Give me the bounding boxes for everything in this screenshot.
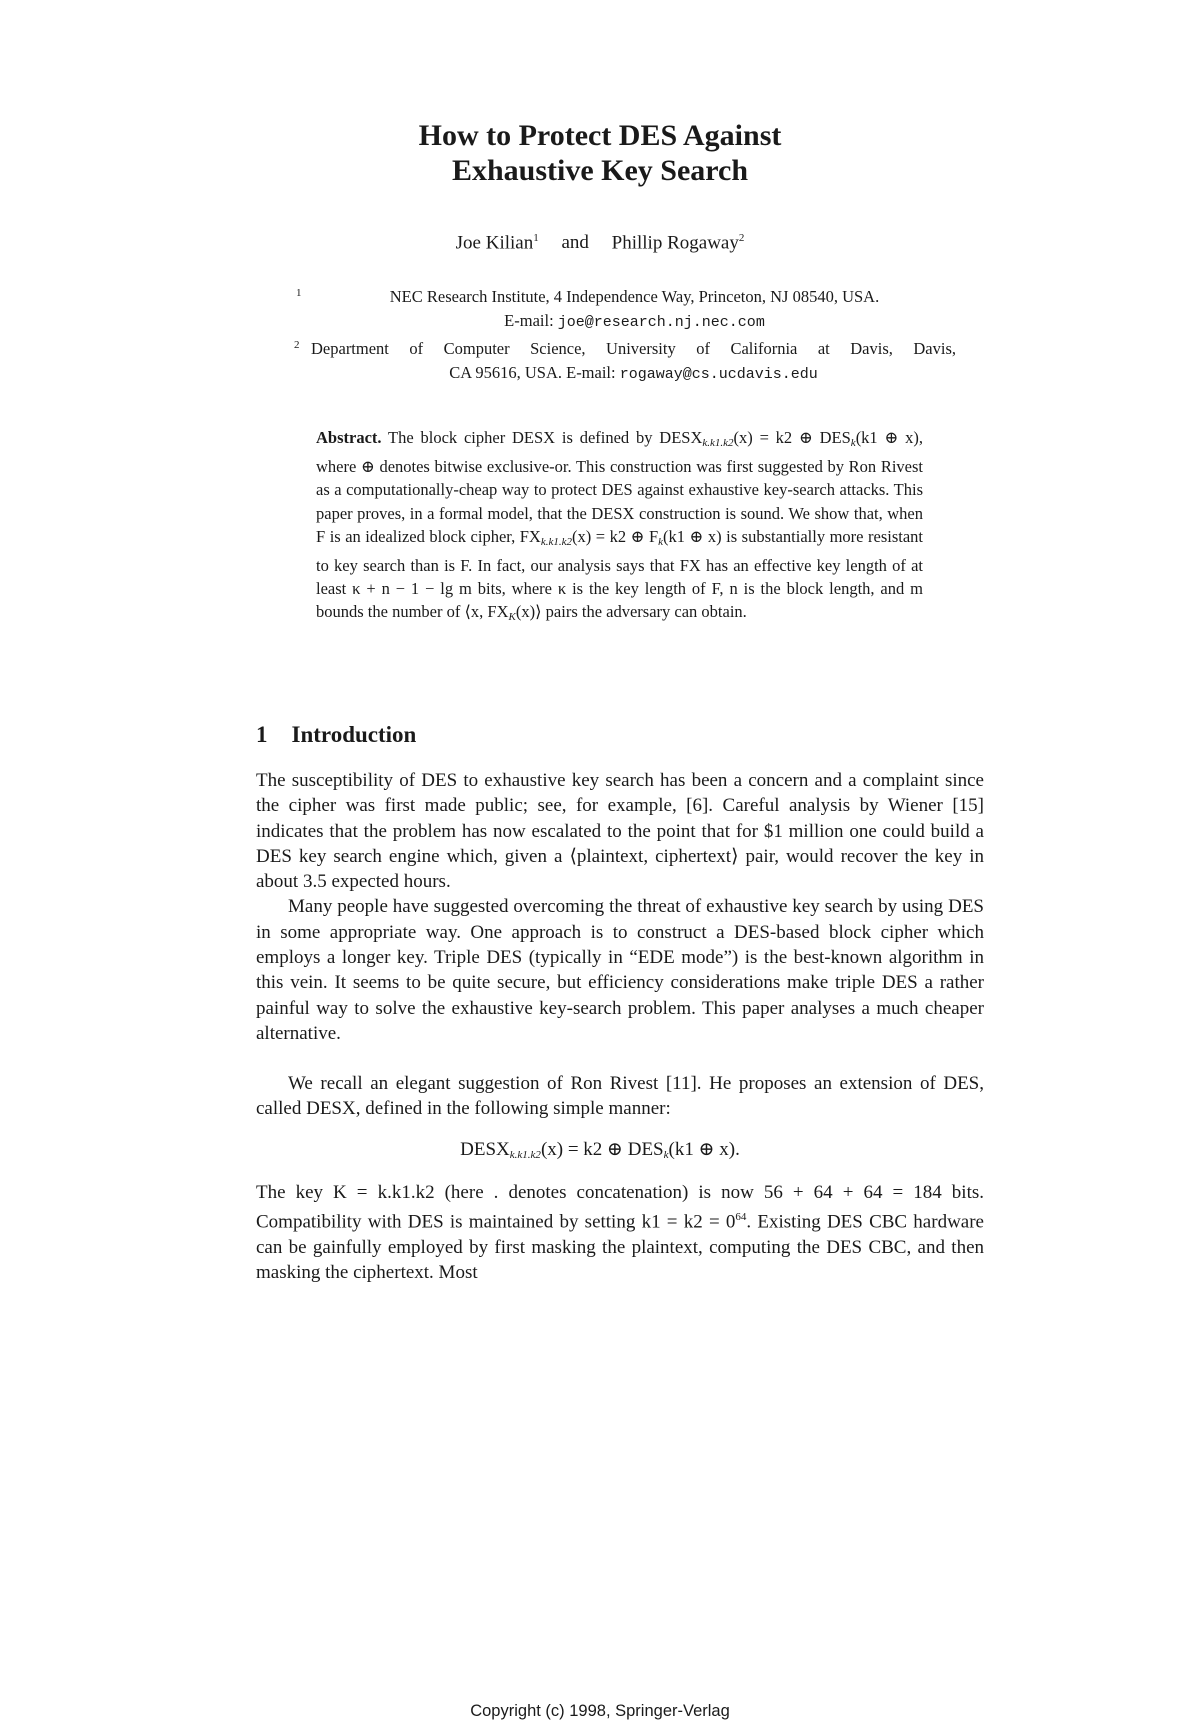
body-block-2 bbox=[256, 1071, 984, 1122]
author-list bbox=[0, 232, 1200, 254]
section-number: 1 bbox=[256, 722, 268, 747]
abstract bbox=[316, 426, 923, 630]
abstract-text-a: The block cipher DESX is defined by DESX bbox=[388, 428, 703, 447]
paragraph-2: Many people have suggested overcoming the threat of exhaustive key search by using DES in some appropriate way. One approach is to construct a DES-based block cipher which employs a longer key. Triple DES (typically in “EDE mode”) is the best-known algorithm in this vein. It seems to be quite secure, but efficiency considerations make triple DES a rather painful way to solve the exhaustive key-search problem. This paper analyses a much cheaper alternative. bbox=[256, 896, 984, 1044]
affiliation-1-email-label: E-mail: bbox=[504, 311, 554, 330]
section-title: Introduction bbox=[291, 722, 417, 747]
abstract-sub-e: K bbox=[508, 611, 516, 624]
paragraph-4-a: The key K = k.k1.k2 (here . denotes concatenation) is now 56 + 64 + 64 = 184 bits. Compatibility with DES is maintained by setting k1 = k2 = 0 bbox=[256, 1182, 984, 1233]
equation-mid-sub: k bbox=[663, 1149, 669, 1161]
copyright-notice: Copyright (c) 1998, Springer-Verlag bbox=[470, 1702, 730, 1720]
author-name-1: Joe Kilian bbox=[455, 232, 534, 254]
affiliation-mark-1: 1 bbox=[296, 287, 302, 299]
author-mark-2: 2 bbox=[738, 232, 745, 244]
abstract-sub-b: k bbox=[850, 437, 856, 449]
affiliation-mark-2: 2 bbox=[294, 339, 300, 351]
equation-lhs-sub: k.k1.k2 bbox=[509, 1149, 541, 1161]
paragraph-4-b: . Existing DES CBC hardware can be gainfully employed by first masking the plaintext, computing the DES CBC, and then masking the ciphertext. Most bbox=[256, 1211, 984, 1284]
affiliation-2-address-cont: CA 95616, USA. E-mail: bbox=[449, 363, 616, 382]
paper-title-line-1: How to Protect DES Against bbox=[418, 119, 782, 152]
section-heading bbox=[256, 722, 416, 748]
affiliation-1 bbox=[296, 285, 956, 335]
abstract-text-e: (k1 ⊕ x) is substantially more resistant to key search than is F. In fact, our analysis says that FX has an effective key length of at least κ + n − 1 − lg m bits, where κ is the key length of F, n is the block length, and m bounds the number of ⟨x, FX bbox=[316, 526, 924, 622]
paragraph-1: The susceptibility of DES to exhaustive key search has been a concern and a complaint since the cipher was first made public; see, for example, [6]. Careful analysis by Wiener [15] indicates that the problem has now escalated to the point that for $1 million one could build a DES key search engine which, given a ⟨plaintext, ciphertext⟩ pair, would recover the key in about 3.5 expected hours. bbox=[256, 770, 984, 893]
affiliation-2-email-line bbox=[294, 361, 956, 387]
paragraph-4-exponent: 64 bbox=[735, 1211, 747, 1224]
abstract-sub-a: k.k1.k2 bbox=[702, 437, 734, 449]
abstract-sub-c: k.k1.k2 bbox=[540, 535, 573, 548]
abstract-sub-d: k bbox=[658, 535, 664, 548]
author-name-2: Phillip Rogaway bbox=[611, 232, 739, 254]
equation-lhs: DESX bbox=[460, 1139, 510, 1160]
body-block-1 bbox=[256, 768, 984, 1046]
affiliation-2-email: rogaway@cs.ucdavis.edu bbox=[619, 366, 818, 383]
abstract-text-c: (k1 ⊕ x), where ⊕ denotes bitwise exclusive-or. This construction was first suggested by Ron Rivest as a computationally-cheap way to protect DES against exhaustive key-search attacks. This paper proves, in a formal model, that the DESX construction is sound. We show that, when F is an idealized block cipher, FX bbox=[316, 428, 923, 546]
desx-equation bbox=[0, 1138, 1200, 1161]
abstract-label: Abstract. bbox=[316, 428, 382, 447]
affiliation-2 bbox=[294, 337, 956, 387]
abstract-text-b: (x) = k2 ⊕ DES bbox=[733, 428, 851, 447]
body-block-3 bbox=[256, 1180, 984, 1286]
author-mark-1: 1 bbox=[533, 232, 539, 244]
paragraph-3: We recall an elegant suggestion of Ron Rivest [11]. He proposes an extension of DES, called DESX, defined in the following simple manner: bbox=[256, 1073, 984, 1120]
abstract-text-d: (x) = k2 ⊕ F bbox=[572, 526, 659, 546]
equation-rhs: (k1 ⊕ x). bbox=[668, 1139, 740, 1160]
affiliation-2-address: Department of Computer Science, University of California at Davis, Davis, bbox=[311, 339, 956, 358]
abstract-text-f: (x)⟩ pairs the adversary can obtain. bbox=[515, 602, 747, 622]
affiliation-1-email-line bbox=[296, 309, 956, 335]
affiliation-1-address: NEC Research Institute, 4 Independence Way, Princeton, NJ 08540, USA. bbox=[389, 287, 880, 306]
paragraph-4 bbox=[256, 1180, 984, 1286]
affiliation-1-email: joe@research.nj.nec.com bbox=[557, 314, 765, 331]
author-conjunction: and bbox=[561, 232, 589, 254]
equation-mid: (x) = k2 ⊕ DES bbox=[540, 1139, 664, 1160]
paper-title-line-2: Exhaustive Key Search bbox=[451, 154, 749, 187]
